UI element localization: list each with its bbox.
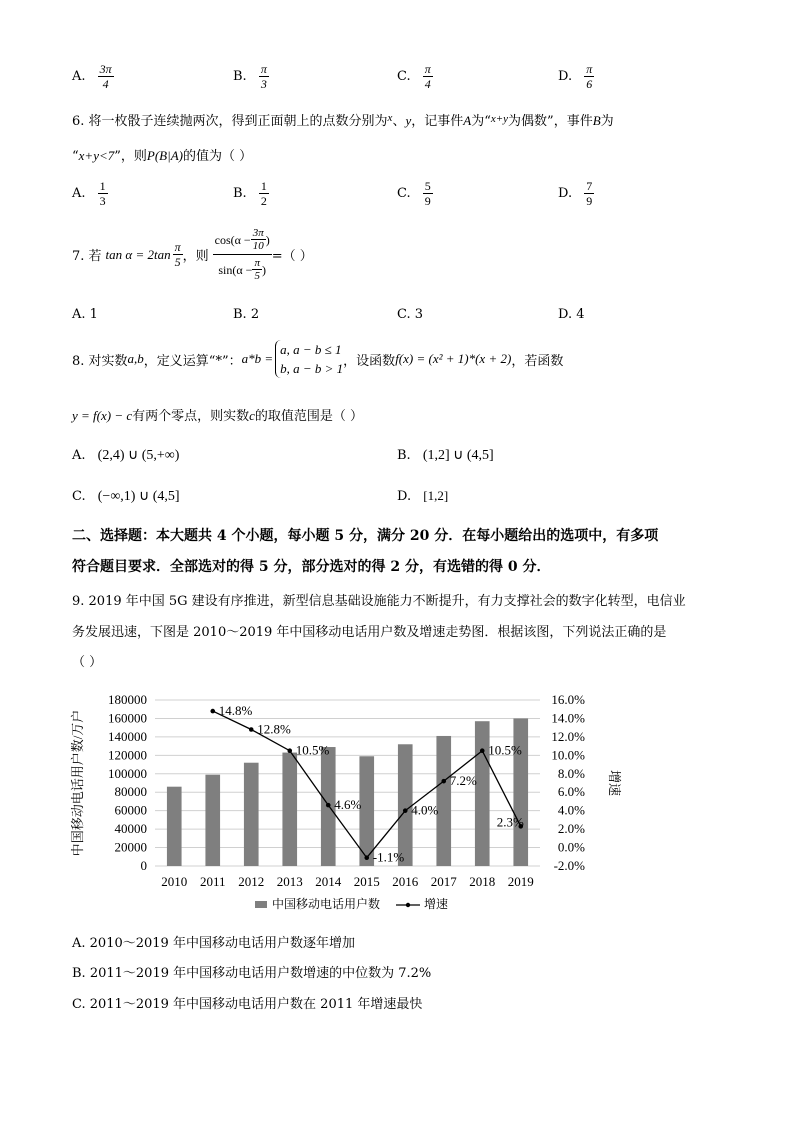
q7-stem [72,227,313,282]
text: 8. 对实数 [72,353,128,369]
var-x: x [387,112,393,124]
q8-option-c [72,488,180,505]
legend-swatch-point [406,903,410,907]
q8-option-a [72,447,179,464]
numerator: π [586,62,593,76]
var-y: y [405,113,412,128]
text: ”，则 [114,149,147,164]
prob-expr: P(B|A) [146,148,183,163]
bar [205,775,220,866]
growth-label: 4.0% [411,802,439,818]
denominator: 9 [424,194,431,208]
numerator [213,227,272,255]
fraction [252,257,262,282]
bar [167,787,182,866]
piecewise [273,340,343,378]
bar [436,736,451,866]
section-2-heading-line1: 二、选择题：本大题共 4 个小题，每小题 5 分，满分 20 分．在每小题给出的选项中，有多项 [72,528,659,544]
text: 6. 将一枚骰子连续抛两次，得到正面朝上的点数分别为 [72,114,388,129]
expr: x+y [490,113,509,125]
option-label: D. [558,69,573,84]
x-tick-label: 2010 [161,874,188,889]
x-tick-label: 2014 [315,874,342,889]
fraction [98,62,114,91]
denominator: 4 [424,77,431,91]
x-tick-label: 2015 [353,874,380,889]
chart-x-ticks [161,874,534,889]
denominator: 5 [254,270,260,282]
y-tick-label: 60000 [114,802,147,818]
y-tick-label: 20000 [114,839,147,855]
denominator [216,255,268,282]
q7-option-d: D. 4 [558,307,585,322]
numerator: 3π [252,227,264,239]
y2-tick-label: 12.0% [551,728,585,744]
y2-tick-label: 14.0% [551,710,585,726]
x-tick-label: 2016 [392,874,419,889]
growth-point [249,727,254,732]
bar [513,718,528,866]
growth-point [287,748,292,753]
q9-option-a: A. 2010～2019 年中国移动电话用户数逐年增加 [72,936,355,951]
text: ，设函数 [343,353,396,369]
option-label: A. [72,448,86,463]
fraction [251,227,266,252]
q9-stem-line2: 务发展迅速，下图是 2010～2019 年中国移动电话用户数及增速走势图．根据该图，下列说法正确的是 [72,625,667,640]
y2-tick-label: -2.0% [553,858,585,873]
var-c: c [249,408,255,423]
growth-label: 2.3% [496,814,524,830]
option-value: [1,2] [423,488,449,503]
y2-tick-label: 2.0% [557,821,585,837]
y-tick-label: 100000 [108,765,147,781]
section-2-heading-line2: 符合题目要求．全部选对的得 5 分，部分选对的得 2 分，有选错的得 0 分． [72,559,551,575]
fraction [259,62,269,91]
function-expr: f(x) = (x² + 1)*(x + 2) [395,351,512,366]
growth-point [403,808,408,813]
y-tick-label: 120000 [108,747,147,763]
numerator: 1 [260,179,267,193]
option-label: C. [72,489,86,504]
text: ) [261,262,266,277]
q8-option-b [397,447,494,464]
text: ，定义运算“*”： [143,353,242,369]
numerator: π [424,62,431,76]
case-2: b, a − b > 1 [280,361,344,376]
fraction [584,62,594,91]
q6-option-c [397,179,433,208]
y-tick-label: 80000 [114,784,147,800]
text: 为 [600,114,614,129]
q7-option-c: C. 3 [397,307,424,322]
text: 为“ [471,114,491,129]
text: “ [72,149,79,164]
fraction [259,179,269,208]
option-label: A. [72,186,86,201]
option-label: C. [397,69,411,84]
fraction [584,179,594,208]
q6-option-b [233,179,269,208]
q5-option-b [233,62,269,91]
denominator: 10 [252,240,264,252]
case-1: a, a − b ≤ 1 [280,342,342,357]
x-tick-label: 2012 [238,874,265,889]
fraction [173,240,183,269]
numerator: 1 [99,179,106,193]
text: 的取值范围是（ ） [254,409,364,424]
vars: a,b [127,351,144,366]
growth-point [480,748,485,753]
y2-tick-label: 8.0% [557,765,585,781]
growth-label: 4.6% [334,797,362,813]
x-tick-label: 2013 [276,874,303,889]
legend-swatch-bar [255,901,267,908]
text: ，若函数 [511,353,564,369]
text: 、 [392,114,406,129]
x-tick-label: 2017 [430,874,457,889]
option-label: D. [558,186,573,201]
main-fraction [213,227,272,282]
option-label: D. [397,489,412,504]
cases [275,340,343,378]
legend-label-users: 中国移动电话用户数 [272,897,381,911]
denominator: 2 [260,194,267,208]
option-label: A. [72,69,86,84]
text: =（ ） [271,249,313,264]
growth-point [441,779,446,784]
event-a: A [463,113,472,128]
growth-label: 12.8% [257,721,291,737]
growth-label: 10.5% [295,742,330,758]
q8-option-d [397,488,448,504]
q7-option-a: A. 1 [72,307,98,322]
tan-expr: tan α = 2tan [105,246,171,262]
text: 有两个零点，则实数 [132,409,250,424]
text: 为偶数”，事件 [508,114,593,129]
q5-option-a [72,62,114,91]
x-tick-label: 2018 [469,874,496,889]
expr: y = f(x) − c [72,408,133,423]
denominator: 3 [99,194,106,208]
growth-point [364,855,369,860]
numerator: 7 [586,179,593,193]
numerator: 5 [424,179,431,193]
fraction [98,179,108,208]
growth-point [326,803,331,808]
option-value: (2,4) ∪ (5,+∞) [97,448,180,463]
y2-tick-label: 16.0% [551,692,585,707]
growth-label: 10.5% [488,742,522,758]
op-expr: a*b = [241,351,274,366]
growth-label: -1.1% [372,849,405,865]
legend-label-growth: 增速 [424,897,449,911]
q9-option-c: C. 2011～2019 年中国移动电话用户数在 2011 年增速最快 [72,997,423,1012]
q9-stem-line3: （ ） [72,655,103,670]
growth-point [210,709,215,714]
text: ) [265,232,270,247]
chart-y2-axis-label: 增速 [607,769,622,797]
denominator: 6 [586,77,593,91]
denominator: 5 [174,255,181,269]
growth-label: 7.2% [449,773,477,789]
fraction [423,62,433,91]
cos-expr: cos(α − [214,232,251,247]
denominator: 4 [102,77,109,91]
bar [282,753,297,866]
option-label: B. [233,69,247,84]
text: ，则 [182,249,209,264]
q5-option-d [558,62,594,91]
q8-stem-line2 [72,405,363,424]
chart-legend [255,896,448,911]
fraction [423,179,433,208]
bar [244,763,259,866]
text: 7. 若 [72,249,102,264]
q8-stem-line1 [72,340,563,378]
q5-option-c [397,62,433,91]
mobile-users-chart [60,685,620,925]
text: 的值为（ ） [182,149,253,164]
q7-option-b: B. 2 [233,307,260,322]
growth-label: 14.8% [218,703,253,719]
expr: x+y<7 [78,148,115,163]
option-label: B. [233,186,247,201]
denominator: 9 [586,194,593,208]
option-label: B. [397,448,411,463]
x-tick-label: 2019 [507,874,534,889]
y2-tick-label: 4.0% [557,802,585,818]
numerator: π [174,240,181,254]
x-tick-label: 2011 [199,874,226,889]
chart-y-axis-label: 中国移动电话用户数/万户 [70,709,85,857]
q6-option-a [72,179,108,208]
y-tick-label: 40000 [114,821,147,837]
q9-stem-line1: 9. 2019 年中国 5G 建设有序推进，新型信息基础设施能力不断提升，有力支撑社会的数字化转型，电信业 [72,594,686,609]
chart-left-ticks [108,692,147,873]
event-b: B [592,113,601,128]
chart-right-ticks [551,692,585,873]
q6-stem-line2 [72,145,252,164]
denominator: 3 [260,77,267,91]
q6-option-d [558,179,594,208]
option-value: (1,2] ∪ (4,5] [422,448,494,463]
numerator: 3π [99,62,112,76]
y2-tick-label: 6.0% [557,784,585,800]
option-label: C. [397,186,411,201]
y-tick-label: 0 [140,858,147,873]
option-value: (−∞,1) ∪ (4,5] [97,489,180,504]
sin-expr: sin(α − [218,262,253,277]
numerator: π [254,257,260,269]
numerator: π [260,62,267,76]
y-tick-label: 160000 [108,710,147,726]
y-tick-label: 180000 [108,692,147,707]
q6-stem-line1 [72,110,614,129]
y-tick-label: 140000 [108,728,147,744]
q9-option-b: B. 2011～2019 年中国移动电话用户数增速的中位数为 7.2% [72,966,432,981]
y2-tick-label: 10.0% [551,747,585,763]
y2-tick-label: 0.0% [557,839,585,855]
text: ，记事件 [411,114,464,129]
